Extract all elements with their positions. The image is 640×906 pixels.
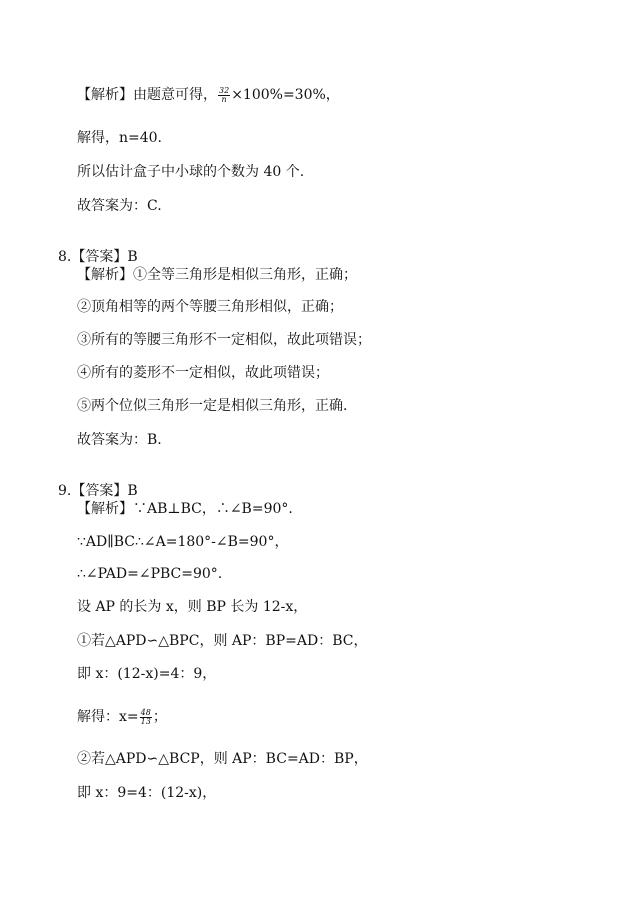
- s9-line-5: ①若△APD∽△BPC，则 AP：BP=AD：BC，: [77, 633, 368, 649]
- fraction-numerator: 48: [140, 707, 151, 717]
- fraction-denominator: 13: [140, 716, 151, 726]
- s8-line-5: ⑤两个位似三角形一定是相似三角形，正确.: [77, 398, 348, 414]
- s8-line-6: 故答案为：B.: [77, 432, 162, 448]
- s7-line-2: 解得，n=40.: [77, 130, 163, 146]
- s9-line-6: 即 x：(12-x)=4：9，: [77, 666, 217, 682]
- s7-line-1-pre: 【解析】由题意可得，: [77, 87, 217, 103]
- s8-line-2: ②顶角相等的两个等腰三角形相似，正确；: [77, 299, 343, 315]
- s8-line-3: ③所有的等腰三角形不一定相似，故此项错误；: [77, 332, 371, 348]
- s8-line-4: ④所有的菱形不一定相似，故此项错误；: [77, 365, 329, 381]
- s9-line-8: ②若△APD∽△BCP，则 AP：BC=AD：BP，: [77, 751, 368, 767]
- fraction: [140, 709, 152, 726]
- fraction: [218, 87, 230, 104]
- s7-line-1-post: ×100%=30%，: [231, 87, 340, 103]
- s9-line-3: ∴∠PAD=∠PBC=90°.: [77, 566, 223, 582]
- s9-line-7: [77, 708, 167, 726]
- s7-line-1: [77, 86, 340, 104]
- s7-line-4: 故答案为：C.: [77, 198, 162, 214]
- s9-line-2: ∵AD∥BC∴∠A=180°-∠B=90°，: [77, 534, 289, 550]
- s7-line-3: 所以估计盒子中小球的个数为 40 个.: [77, 164, 305, 180]
- s8-answer: 8.【答案】B: [58, 249, 138, 265]
- fraction-denominator: n: [221, 94, 227, 104]
- s9-line-7-pre: 解得：x=: [77, 709, 139, 725]
- s9-line-4: 设 AP 的长为 x，则 BP 长为 12-x，: [77, 599, 308, 615]
- s9-answer: 9.【答案】B: [58, 483, 138, 499]
- s9-line-1: 【解析】∵AB⊥BC，∴∠B=90°.: [77, 501, 293, 517]
- s8-line-1: 【解析】①全等三角形是相似三角形，正确；: [77, 267, 357, 283]
- s9-line-7-post: ；: [152, 709, 167, 725]
- fraction-numerator: 32: [219, 85, 230, 95]
- s9-line-9: 即 x：9=4：(12-x)，: [77, 785, 217, 801]
